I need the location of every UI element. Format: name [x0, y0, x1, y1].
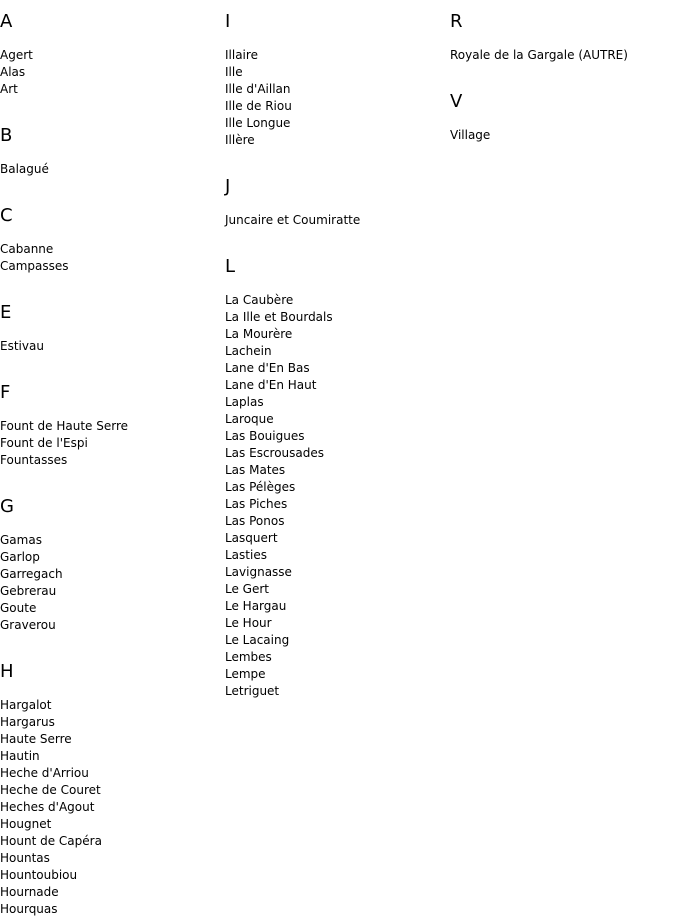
- list-item[interactable]: Lempe: [225, 667, 266, 681]
- list-item[interactable]: Ille de Riou: [225, 99, 292, 113]
- list-item[interactable]: Ille d'Aillan: [225, 82, 291, 96]
- letter-heading: R: [450, 11, 463, 32]
- list-item[interactable]: Heche d'Arriou: [0, 766, 89, 780]
- entry-list: [0, 532, 225, 634]
- letter-group-l: [225, 256, 450, 700]
- list-item[interactable]: Garlop: [0, 550, 40, 564]
- list-item[interactable]: Hargalot: [0, 698, 52, 712]
- list-item[interactable]: Garregach: [0, 567, 63, 581]
- entry-list: [0, 418, 225, 469]
- list-item[interactable]: Las Ponos: [225, 514, 285, 528]
- entry-list: [0, 241, 225, 275]
- index-column-2: [225, 0, 450, 700]
- entry-list: [0, 161, 225, 178]
- list-item[interactable]: Le Hargau: [225, 599, 287, 613]
- list-item[interactable]: Art: [0, 82, 18, 96]
- list-item[interactable]: Hournade: [0, 885, 59, 899]
- list-item[interactable]: Illaire: [225, 48, 258, 62]
- letter-group-a: [0, 11, 225, 98]
- list-item[interactable]: Lasquert: [225, 531, 278, 545]
- list-item[interactable]: Las Escrousades: [225, 446, 325, 460]
- list-item[interactable]: Hougnet: [0, 817, 52, 831]
- entry-list: [0, 697, 225, 918]
- letter-group-e: [0, 302, 225, 355]
- list-item[interactable]: Hountas: [0, 851, 50, 865]
- list-item[interactable]: Las Pélèges: [225, 480, 296, 494]
- list-item[interactable]: Letriguet: [225, 684, 280, 698]
- letter-heading: L: [225, 256, 236, 277]
- list-item[interactable]: Alas: [0, 65, 26, 79]
- list-item[interactable]: Las Bouigues: [225, 429, 305, 443]
- list-item[interactable]: La Ille et Bourdals: [225, 310, 333, 324]
- letter-heading: V: [450, 91, 463, 112]
- list-item[interactable]: Le Gert: [225, 582, 269, 596]
- entry-list: [0, 338, 225, 355]
- letter-group-f: [0, 382, 225, 469]
- list-item[interactable]: Heche de Couret: [0, 783, 101, 797]
- list-item[interactable]: Lavignasse: [225, 565, 292, 579]
- list-item[interactable]: Las Mates: [225, 463, 286, 477]
- list-item[interactable]: Laroque: [225, 412, 274, 426]
- list-item[interactable]: Lachein: [225, 344, 272, 358]
- letter-group-b: [0, 125, 225, 178]
- list-item[interactable]: Ille: [225, 65, 243, 79]
- list-item[interactable]: Ille Longue: [225, 116, 291, 130]
- list-item[interactable]: Hountoubiou: [0, 868, 78, 882]
- list-item[interactable]: Goute: [0, 601, 37, 615]
- list-item[interactable]: Hount de Capéra: [0, 834, 102, 848]
- list-item[interactable]: Haute Serre: [0, 732, 72, 746]
- list-item[interactable]: Fount de l'Espi: [0, 436, 88, 450]
- list-item[interactable]: Lembes: [225, 650, 272, 664]
- list-item[interactable]: Royale de la Gargale (AUTRE): [450, 48, 628, 62]
- list-item[interactable]: Balagué: [0, 162, 49, 176]
- list-item[interactable]: Hourquas: [0, 902, 58, 916]
- letter-group-g: [0, 496, 225, 634]
- list-item[interactable]: Fountasses: [0, 453, 68, 467]
- entry-list: [225, 292, 450, 700]
- letter-group-h: [0, 661, 225, 918]
- list-item[interactable]: Le Lacaing: [225, 633, 290, 647]
- letter-heading: J: [225, 176, 231, 197]
- list-item[interactable]: La Caubère: [225, 293, 294, 307]
- list-item[interactable]: Le Hour: [225, 616, 272, 630]
- letter-heading: I: [225, 11, 231, 32]
- list-item[interactable]: Las Piches: [225, 497, 288, 511]
- letter-heading: G: [0, 496, 14, 517]
- letter-heading: B: [0, 125, 13, 146]
- list-item[interactable]: La Mourère: [225, 327, 293, 341]
- list-item[interactable]: Agert: [0, 48, 33, 62]
- letter-heading: F: [0, 382, 11, 403]
- list-item[interactable]: Hautin: [0, 749, 40, 763]
- entry-list: [450, 127, 675, 144]
- index-column-1: [0, 0, 225, 918]
- letter-heading: E: [0, 302, 12, 323]
- list-item[interactable]: Fount de Haute Serre: [0, 419, 129, 433]
- entry-list: [0, 47, 225, 98]
- list-item[interactable]: Juncaire et Coumiratte: [225, 213, 361, 227]
- entry-list: [225, 212, 450, 229]
- letter-group-j: [225, 176, 450, 229]
- list-item[interactable]: Gamas: [0, 533, 42, 547]
- list-item[interactable]: Cabanne: [0, 242, 54, 256]
- list-item[interactable]: Lasties: [225, 548, 267, 562]
- list-item[interactable]: Lane d'En Haut: [225, 378, 317, 392]
- list-item[interactable]: Laplas: [225, 395, 264, 409]
- entry-list: [225, 47, 450, 149]
- list-item[interactable]: Lane d'En Bas: [225, 361, 310, 375]
- index-column-3: [450, 0, 675, 144]
- list-item[interactable]: Campasses: [0, 259, 69, 273]
- list-item[interactable]: Gebrerau: [0, 584, 57, 598]
- letter-group-i: [225, 11, 450, 149]
- list-item[interactable]: Estivau: [0, 339, 44, 353]
- list-item[interactable]: Heches d'Agout: [0, 800, 95, 814]
- list-item[interactable]: Hargarus: [0, 715, 55, 729]
- entry-list: [450, 47, 675, 64]
- letter-heading: H: [0, 661, 14, 682]
- letter-heading: A: [0, 11, 13, 32]
- list-item[interactable]: Graverou: [0, 618, 56, 632]
- letter-group-v: [450, 91, 675, 144]
- letter-group-c: [0, 205, 225, 275]
- list-item[interactable]: Illère: [225, 133, 255, 147]
- letter-group-r: [450, 11, 675, 64]
- letter-heading: C: [0, 205, 13, 226]
- list-item[interactable]: Village: [450, 128, 491, 142]
